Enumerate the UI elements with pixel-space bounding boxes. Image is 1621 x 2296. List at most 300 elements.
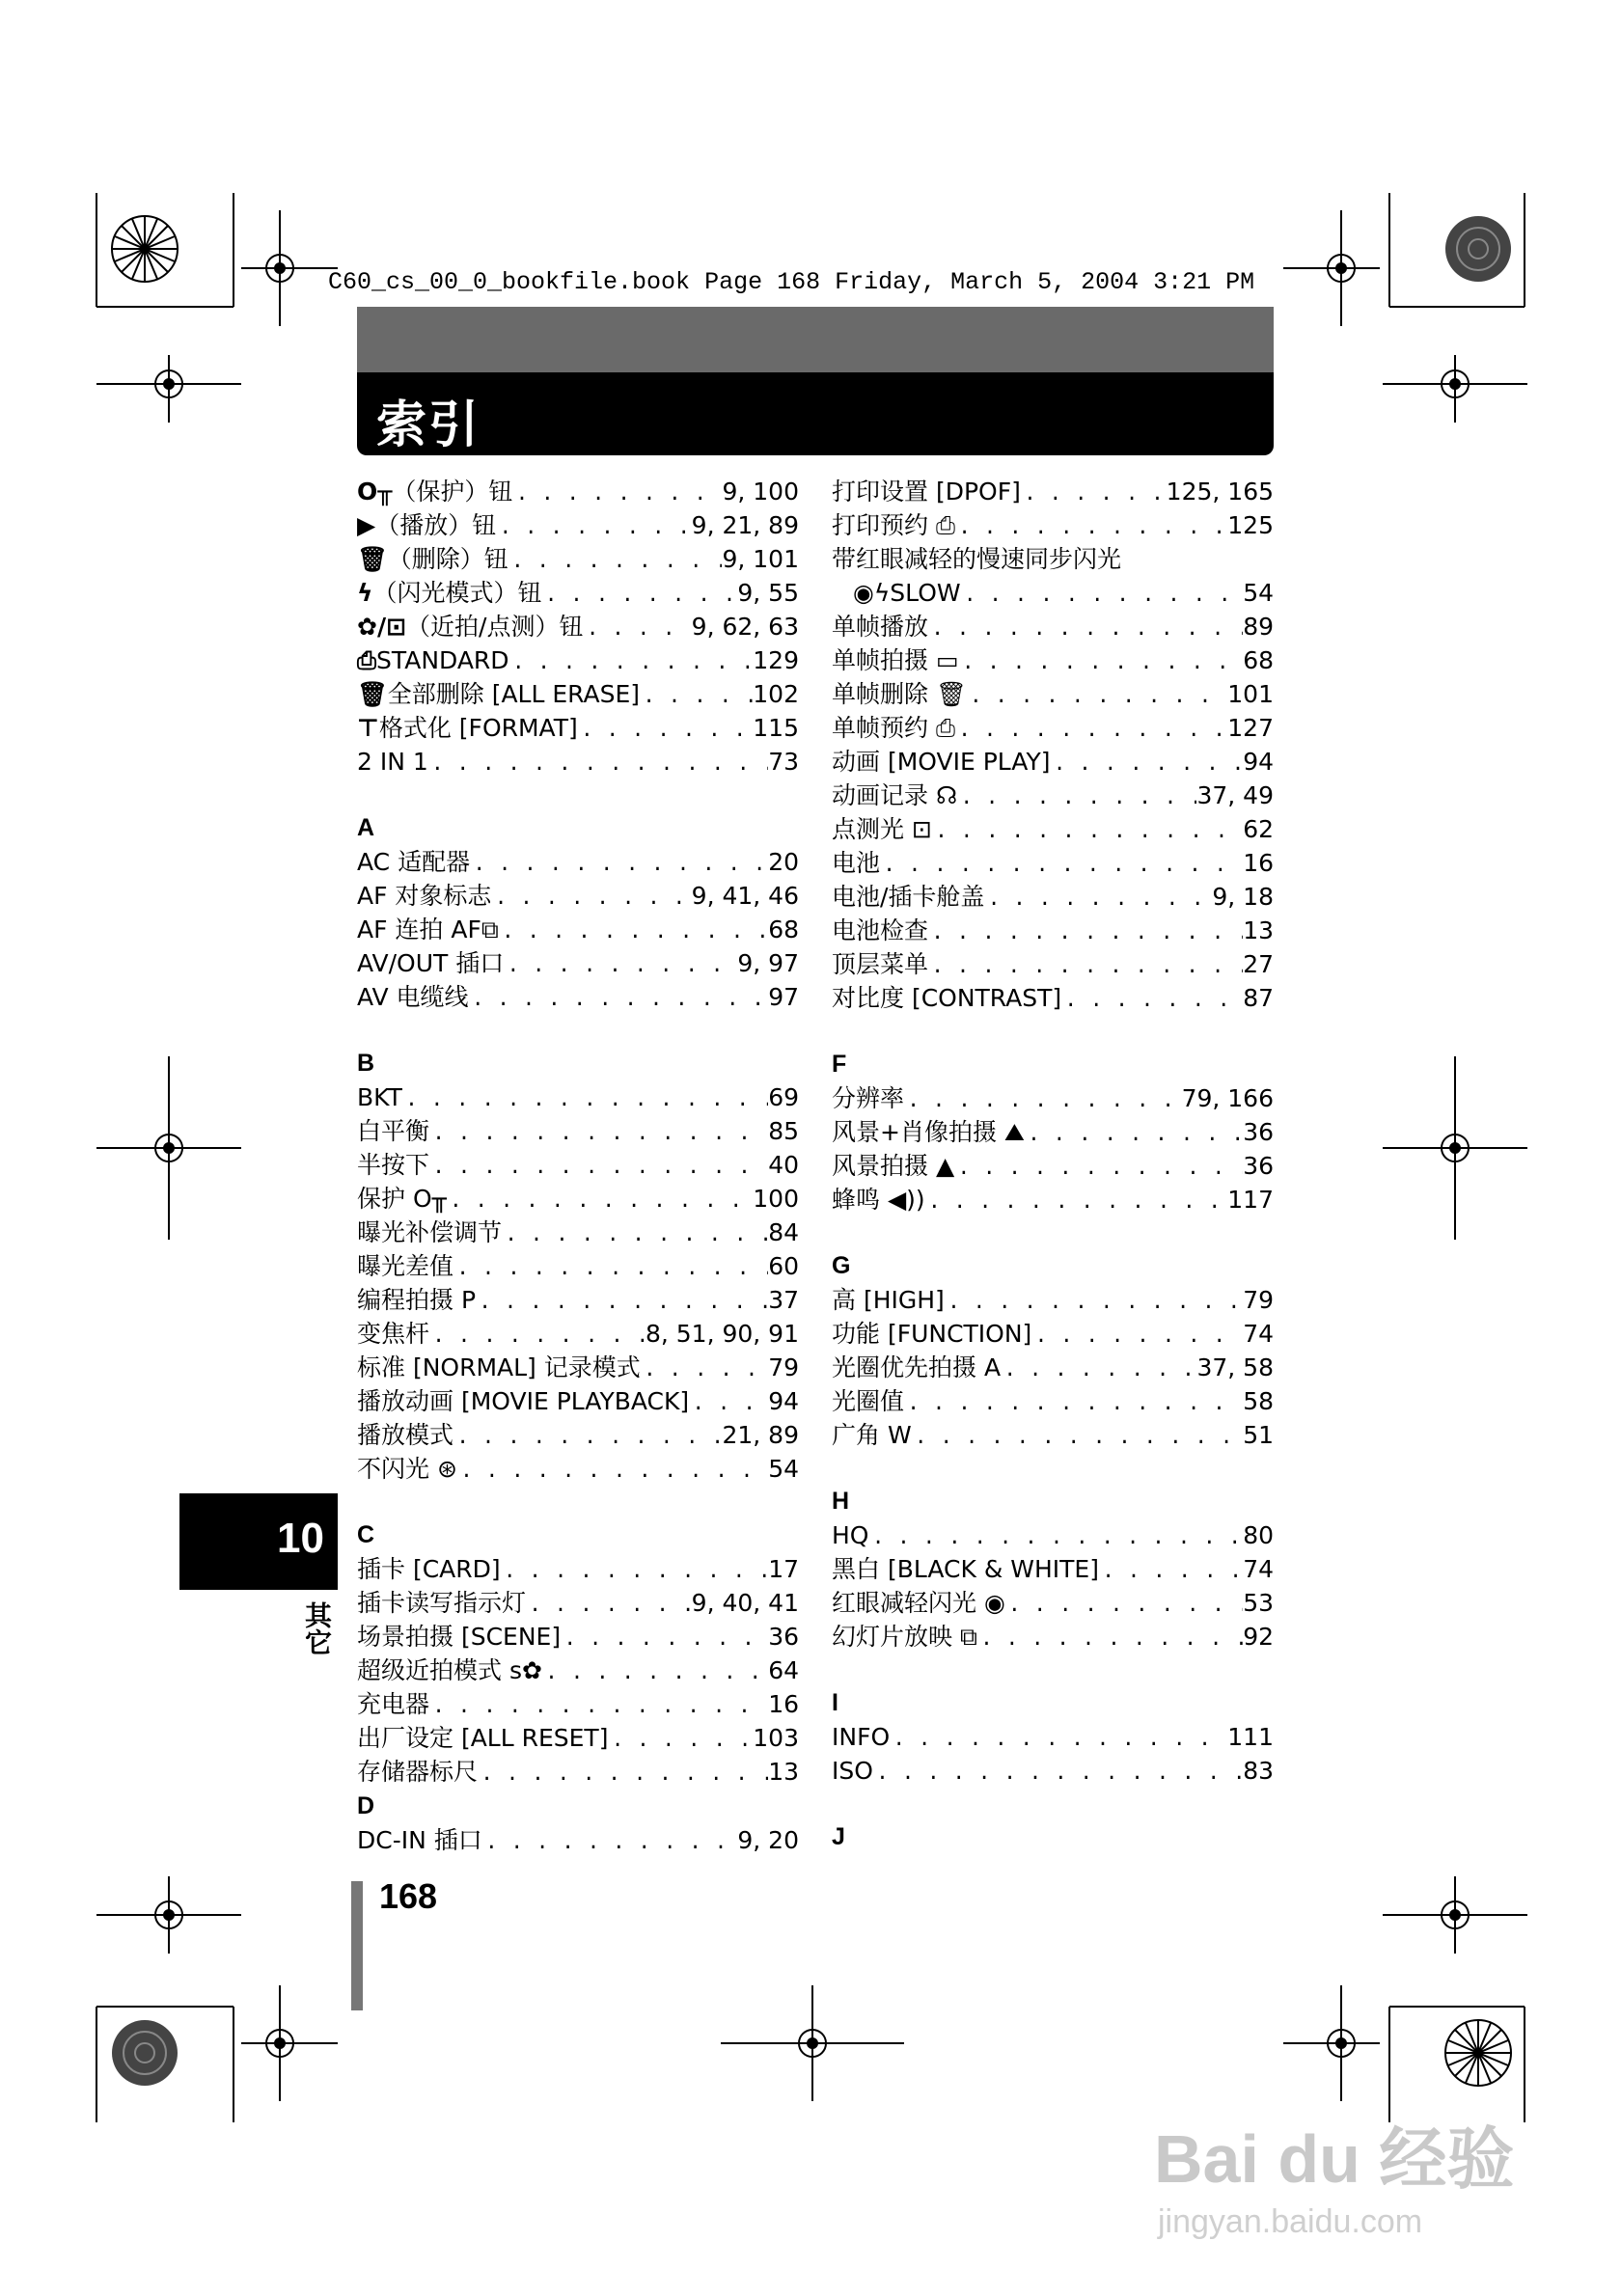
index-page-refs[interactable]: 54 bbox=[768, 1455, 799, 1483]
index-term bbox=[357, 1317, 429, 1351]
index-term bbox=[832, 812, 932, 846]
index-page-refs[interactable]: 115 bbox=[753, 714, 799, 742]
index-term-text: 动画 [MOVIE PLAY] bbox=[832, 748, 1051, 776]
index-term-text: 单帧拍摄 ▭ bbox=[832, 646, 959, 674]
index-term-text: 高 [HIGH] bbox=[832, 1286, 945, 1314]
index-entry[interactable] bbox=[357, 745, 799, 779]
index-entry[interactable] bbox=[832, 1283, 1274, 1317]
index-term bbox=[357, 1654, 542, 1687]
leader-dots bbox=[640, 680, 753, 714]
index-page-refs[interactable]: 37 bbox=[768, 1286, 799, 1314]
index-term bbox=[832, 1081, 904, 1115]
index-term bbox=[832, 1552, 1099, 1586]
leader-dots bbox=[912, 1421, 1244, 1455]
index-entry[interactable] bbox=[832, 1754, 1274, 1788]
section-letter: G bbox=[832, 1252, 851, 1279]
index-page-refs[interactable]: 40 bbox=[768, 1151, 799, 1179]
index-page-refs[interactable]: 127 bbox=[1227, 714, 1274, 742]
index-term-text: 不闪光 ⊛ bbox=[357, 1455, 457, 1483]
index-page-refs[interactable]: 64 bbox=[768, 1656, 799, 1684]
index-term-text: 单帧播放 bbox=[832, 613, 929, 641]
index-page-refs[interactable]: 37, 49 bbox=[1196, 781, 1274, 809]
index-page-refs[interactable]: 83 bbox=[1243, 1757, 1274, 1785]
index-term bbox=[357, 1620, 561, 1654]
leader-dots bbox=[1061, 984, 1243, 1018]
leader-dots bbox=[526, 1589, 692, 1623]
index-term-text: INFO bbox=[832, 1723, 891, 1751]
leader-dots bbox=[925, 1186, 1228, 1219]
leader-dots bbox=[959, 646, 1244, 680]
index-entry[interactable] bbox=[832, 1384, 1274, 1418]
index-entry[interactable] bbox=[832, 1317, 1274, 1351]
index-term bbox=[853, 576, 961, 610]
index-term-text: AV 电缆线 bbox=[357, 983, 469, 1011]
leader-dots bbox=[542, 1656, 768, 1690]
index-term bbox=[832, 1317, 1031, 1351]
index-term-text: 存储器标尺 bbox=[357, 1758, 479, 1786]
format-icon: ⊤ bbox=[357, 714, 379, 742]
section-letter: D bbox=[357, 1792, 375, 1819]
index-entry[interactable] bbox=[357, 1620, 799, 1654]
index-page-refs[interactable]: 37, 58 bbox=[1196, 1353, 1274, 1381]
index-entry[interactable] bbox=[357, 980, 799, 1014]
index-page-refs[interactable]: 17 bbox=[768, 1555, 799, 1583]
index-term-text: 白平衡 bbox=[357, 1117, 430, 1145]
play-icon: ▶ bbox=[357, 511, 376, 539]
index-term bbox=[832, 1149, 954, 1183]
index-term-text: 红眼减轻闪光 ◉ bbox=[832, 1589, 1005, 1617]
section-letter: F bbox=[832, 1051, 847, 1078]
index-page-refs[interactable]: 68 bbox=[1243, 646, 1274, 674]
index-term bbox=[832, 914, 928, 947]
index-entry[interactable] bbox=[832, 576, 1274, 610]
leader-dots bbox=[961, 579, 1244, 613]
index-term-text: AV/OUT 插口 bbox=[357, 949, 505, 977]
index-entry[interactable] bbox=[357, 1351, 799, 1384]
index-page-refs[interactable]: 54 bbox=[1243, 579, 1274, 607]
index-entry[interactable] bbox=[832, 812, 1274, 846]
index-page-refs[interactable]: 129 bbox=[753, 646, 799, 674]
index-entry[interactable] bbox=[357, 1249, 799, 1283]
index-term bbox=[832, 846, 880, 880]
index-term bbox=[832, 1384, 904, 1418]
index-term bbox=[357, 946, 504, 980]
page-title: 索引 bbox=[376, 396, 481, 454]
index-term bbox=[832, 779, 957, 812]
index-term bbox=[832, 1620, 977, 1654]
index-entry[interactable] bbox=[357, 1586, 799, 1620]
leader-dots bbox=[880, 849, 1243, 883]
index-entry[interactable] bbox=[357, 913, 799, 946]
leader-dots bbox=[428, 748, 768, 781]
index-column-left bbox=[357, 475, 799, 1857]
index-term bbox=[832, 880, 984, 914]
index-entry[interactable] bbox=[357, 1418, 799, 1452]
index-entry[interactable] bbox=[357, 1552, 799, 1586]
index-page-refs[interactable]: 9, 100 bbox=[722, 478, 799, 506]
index-entry[interactable] bbox=[357, 1317, 799, 1351]
section-letter: A bbox=[357, 814, 375, 841]
index-page-refs[interactable]: 80 bbox=[1243, 1521, 1274, 1549]
index-term-text: 半按下 bbox=[357, 1151, 430, 1179]
index-page-refs[interactable]: 36 bbox=[1243, 1152, 1274, 1180]
index-term bbox=[357, 1755, 478, 1789]
index-page-refs[interactable]: 9, 101 bbox=[722, 545, 799, 573]
index-term bbox=[357, 1283, 476, 1317]
index-page-refs[interactable]: 101 bbox=[1227, 680, 1274, 708]
index-entry[interactable] bbox=[832, 1586, 1274, 1620]
index-entry[interactable] bbox=[832, 542, 1274, 576]
chapter-tab[interactable] bbox=[179, 1493, 338, 1590]
index-page-refs[interactable]: 20 bbox=[768, 848, 799, 876]
index-page-refs[interactable]: 51 bbox=[1243, 1421, 1274, 1449]
leader-dots bbox=[429, 1117, 768, 1151]
trash-icon: 🗑 bbox=[357, 545, 388, 573]
index-term-text: 蜂鸣 ◀)) bbox=[832, 1186, 925, 1214]
index-term bbox=[357, 711, 578, 745]
index-term bbox=[357, 508, 496, 542]
index-term bbox=[357, 980, 469, 1014]
index-column-right bbox=[832, 475, 1274, 1854]
section-letter: I bbox=[832, 1689, 838, 1716]
leader-dots bbox=[1051, 748, 1244, 781]
index-page-refs[interactable]: 27 bbox=[1243, 950, 1274, 978]
index-entry[interactable] bbox=[357, 879, 799, 913]
index-page-refs[interactable]: 117 bbox=[1227, 1186, 1274, 1214]
watermark-brand: Bai du 经验 bbox=[1154, 2121, 1515, 2197]
index-page-refs[interactable]: 9, 20 bbox=[737, 1826, 799, 1854]
index-term bbox=[357, 475, 512, 508]
leader-dots bbox=[1099, 1555, 1243, 1589]
index-entry[interactable] bbox=[832, 1115, 1274, 1149]
index-term bbox=[832, 508, 955, 542]
index-page-refs[interactable]: 84 bbox=[768, 1218, 799, 1246]
index-entry[interactable] bbox=[357, 1654, 799, 1687]
index-term-text: 分辨率 bbox=[832, 1084, 905, 1112]
leader-dots bbox=[502, 1218, 768, 1252]
index-term-text: （闪光模式）钮 bbox=[372, 579, 542, 607]
index-entry[interactable] bbox=[832, 1418, 1274, 1452]
index-term bbox=[832, 1183, 925, 1216]
leader-dots bbox=[509, 646, 754, 680]
index-page-refs[interactable]: 87 bbox=[1243, 984, 1274, 1012]
index-entry[interactable] bbox=[357, 1114, 799, 1148]
macro-spot-icon: ✿/⊡ bbox=[357, 613, 407, 641]
index-entry[interactable] bbox=[357, 576, 799, 610]
index-term bbox=[357, 845, 470, 879]
index-term-text: 带红眼减轻的慢速同步闪光 bbox=[832, 545, 1122, 573]
index-page-refs[interactable]: 103 bbox=[753, 1724, 799, 1752]
watermark-url: jingyan.baidu.com bbox=[1158, 2203, 1423, 2240]
leader-dots bbox=[954, 1152, 1243, 1186]
chapter-number: 10 bbox=[277, 1515, 324, 1562]
index-page-refs[interactable]: 74 bbox=[1243, 1555, 1274, 1583]
index-term bbox=[357, 542, 508, 576]
leader-dots bbox=[561, 1623, 768, 1656]
leader-dots bbox=[977, 1623, 1243, 1656]
leader-dots bbox=[928, 613, 1243, 646]
leader-dots bbox=[957, 781, 1196, 815]
leader-dots bbox=[504, 949, 737, 983]
leader-dots bbox=[1031, 1320, 1243, 1353]
index-entry[interactable] bbox=[357, 946, 799, 980]
index-page-refs[interactable]: 9, 97 bbox=[737, 949, 799, 977]
index-entry[interactable] bbox=[832, 947, 1274, 981]
index-term-text: 打印预约 ⎙ bbox=[832, 511, 955, 539]
index-page-refs[interactable]: 9, 40, 41 bbox=[691, 1589, 799, 1617]
index-entry[interactable] bbox=[832, 1351, 1274, 1384]
index-entry[interactable] bbox=[357, 1080, 799, 1114]
index-page-refs[interactable]: 13 bbox=[1243, 916, 1274, 944]
index-entry[interactable] bbox=[832, 643, 1274, 677]
index-term-text: 黑白 [BLACK & WHITE] bbox=[832, 1555, 1099, 1583]
index-term-text: 幻灯片放映 ⧉ bbox=[832, 1623, 977, 1651]
index-term bbox=[832, 1754, 873, 1788]
index-page-refs[interactable]: 100 bbox=[753, 1185, 799, 1213]
index-entry[interactable] bbox=[357, 1384, 799, 1418]
leader-dots bbox=[482, 1826, 738, 1860]
print-header-line: C60_cs_00_0_bookfile.book Page 168 Friday, March 5, 2004 3:21 PM bbox=[328, 268, 1255, 296]
index-entry[interactable] bbox=[832, 610, 1274, 643]
index-term bbox=[357, 576, 542, 610]
index-term-text: STANDARD bbox=[376, 646, 509, 674]
index-term bbox=[832, 1283, 945, 1317]
index-page-refs[interactable]: 16 bbox=[1243, 849, 1274, 877]
index-entry[interactable] bbox=[357, 845, 799, 879]
leader-dots bbox=[402, 1083, 768, 1117]
leader-dots bbox=[904, 1084, 1182, 1118]
index-entry[interactable] bbox=[357, 1216, 799, 1249]
index-page-refs[interactable]: 68 bbox=[768, 916, 799, 943]
index-term-text: 电池/插卡舱盖 bbox=[832, 883, 985, 911]
index-page-refs[interactable]: 9, 62, 63 bbox=[691, 613, 799, 641]
index-entry[interactable] bbox=[832, 508, 1274, 542]
index-entry[interactable] bbox=[357, 508, 799, 542]
index-entry[interactable] bbox=[832, 1183, 1274, 1216]
index-entry[interactable] bbox=[357, 1148, 799, 1182]
index-term-text: 顶层菜单 bbox=[832, 950, 929, 978]
chapter-label: 其它 bbox=[301, 1601, 333, 1655]
index-entry[interactable] bbox=[357, 1687, 799, 1721]
index-entry[interactable] bbox=[357, 1755, 799, 1789]
leader-dots bbox=[967, 680, 1228, 714]
index-term-text: 电池检查 bbox=[832, 916, 929, 944]
index-term-text: （保护）钮 bbox=[392, 478, 513, 506]
leader-dots bbox=[542, 579, 738, 613]
index-entry[interactable] bbox=[832, 1081, 1274, 1115]
index-page-refs[interactable]: 13 bbox=[768, 1758, 799, 1786]
index-page-refs[interactable]: 94 bbox=[1243, 748, 1274, 776]
title-bar bbox=[357, 372, 1274, 455]
index-page-refs[interactable]: 125 bbox=[1227, 511, 1274, 539]
index-term-text: 曝光差值 bbox=[357, 1252, 454, 1280]
index-page-refs[interactable]: 21, 89 bbox=[722, 1421, 799, 1449]
leader-dots bbox=[470, 848, 768, 882]
index-entry[interactable] bbox=[357, 1721, 799, 1755]
index-term-text: 插卡 [CARD] bbox=[357, 1555, 501, 1583]
index-page-refs[interactable]: 62 bbox=[1243, 815, 1274, 843]
index-term bbox=[357, 745, 428, 779]
index-term bbox=[357, 1418, 453, 1452]
index-term bbox=[357, 1249, 453, 1283]
index-entry[interactable] bbox=[832, 711, 1274, 745]
index-term bbox=[357, 1384, 689, 1418]
leader-dots bbox=[928, 916, 1243, 950]
index-entry[interactable] bbox=[357, 1452, 799, 1486]
index-entry[interactable] bbox=[357, 475, 799, 508]
index-term bbox=[357, 1182, 447, 1216]
index-term-text: 打印设置 [DPOF] bbox=[832, 478, 1021, 506]
index-term-text: 插卡读写指示灯 bbox=[357, 1589, 527, 1617]
index-term-text: 播放模式 bbox=[357, 1421, 454, 1449]
index-entry[interactable] bbox=[832, 880, 1274, 914]
index-entry[interactable] bbox=[357, 542, 799, 576]
index-entry[interactable] bbox=[832, 779, 1274, 812]
leader-dots bbox=[476, 1286, 768, 1320]
index-term bbox=[832, 1418, 912, 1452]
index-term-text: AF 连拍 AF⧉ bbox=[357, 916, 499, 943]
index-entry[interactable] bbox=[357, 1823, 799, 1857]
index-page-refs[interactable]: 85 bbox=[768, 1117, 799, 1145]
index-page-refs[interactable]: 9, 55 bbox=[737, 579, 799, 607]
index-term bbox=[357, 677, 640, 711]
index-term bbox=[832, 542, 1121, 576]
index-page-refs[interactable]: 8, 51, 90, 91 bbox=[645, 1320, 799, 1348]
index-page-refs[interactable]: 73 bbox=[768, 748, 799, 776]
index-page-refs[interactable]: 58 bbox=[1243, 1387, 1274, 1415]
index-term-text: 保护 O╥ bbox=[357, 1185, 447, 1213]
leader-dots bbox=[457, 1455, 768, 1489]
index-page-refs[interactable]: 9, 41, 46 bbox=[691, 882, 799, 910]
index-term-text: 对比度 [CONTRAST] bbox=[832, 984, 1062, 1012]
index-page-refs[interactable]: 102 bbox=[753, 680, 799, 708]
index-page-refs[interactable]: 94 bbox=[768, 1387, 799, 1415]
index-term bbox=[832, 643, 959, 677]
index-term bbox=[357, 1721, 608, 1755]
index-entry[interactable] bbox=[832, 1149, 1274, 1183]
index-term bbox=[832, 1586, 1005, 1620]
leader-dots bbox=[512, 478, 722, 511]
index-page-refs[interactable]: 92 bbox=[1243, 1623, 1274, 1651]
index-entry[interactable] bbox=[832, 1620, 1274, 1654]
index-term-text: 格式化 [FORMAT] bbox=[378, 714, 578, 742]
index-term-text: 动画记录 ☊ bbox=[832, 781, 958, 809]
index-term-text: （删除）钮 bbox=[387, 545, 508, 573]
index-term bbox=[832, 677, 967, 711]
index-term-text: 风景+肖像拍摄 ⛰ bbox=[832, 1118, 1025, 1146]
index-page-refs[interactable]: 79 bbox=[1243, 1286, 1274, 1314]
leader-dots bbox=[955, 714, 1227, 748]
index-term bbox=[832, 1115, 1025, 1149]
index-entry[interactable] bbox=[832, 846, 1274, 880]
index-page-refs[interactable]: 79 bbox=[768, 1353, 799, 1381]
index-page-refs[interactable]: 125, 165 bbox=[1166, 478, 1274, 506]
index-term bbox=[832, 745, 1051, 779]
index-page-refs[interactable]: 60 bbox=[768, 1252, 799, 1280]
index-page-refs[interactable]: 79, 166 bbox=[1181, 1084, 1274, 1112]
index-page-refs[interactable]: 36 bbox=[768, 1623, 799, 1651]
index-term-text: 场景拍摄 [SCENE] bbox=[357, 1623, 562, 1651]
index-entry[interactable] bbox=[357, 677, 799, 711]
leader-dots bbox=[496, 511, 691, 545]
index-entry[interactable] bbox=[832, 1552, 1274, 1586]
leader-dots bbox=[890, 1723, 1227, 1757]
index-term-text: （播放）钮 bbox=[375, 511, 497, 539]
index-entry[interactable] bbox=[832, 1720, 1274, 1754]
index-term-text: 电池 bbox=[832, 849, 881, 877]
index-term bbox=[357, 1114, 429, 1148]
leader-dots bbox=[453, 1421, 722, 1455]
index-term-text: 广角 W bbox=[832, 1421, 912, 1449]
index-page-refs[interactable]: 69 bbox=[768, 1083, 799, 1111]
index-term bbox=[832, 1720, 890, 1754]
index-term-text: 功能 [FUNCTION] bbox=[832, 1320, 1032, 1348]
index-term bbox=[357, 643, 509, 677]
section-letter: J bbox=[832, 1823, 845, 1850]
all-erase-icon: 🗑 bbox=[357, 680, 388, 708]
leader-dots bbox=[501, 1555, 769, 1589]
index-page-refs[interactable]: 53 bbox=[1243, 1589, 1274, 1617]
index-entry[interactable] bbox=[357, 643, 799, 677]
index-term-text: BKT bbox=[357, 1083, 402, 1111]
index-entry[interactable] bbox=[357, 1182, 799, 1216]
index-page-refs[interactable]: 74 bbox=[1243, 1320, 1274, 1348]
index-entry[interactable] bbox=[832, 981, 1274, 1015]
index-entry[interactable] bbox=[832, 677, 1274, 711]
index-page-refs[interactable]: 111 bbox=[1227, 1723, 1274, 1751]
index-term bbox=[357, 610, 583, 643]
leader-dots bbox=[641, 1353, 768, 1387]
leader-dots bbox=[984, 883, 1212, 916]
title-band bbox=[357, 307, 1274, 372]
leader-dots bbox=[429, 1320, 646, 1353]
index-entry[interactable] bbox=[357, 610, 799, 643]
index-term bbox=[357, 1216, 502, 1249]
index-page-refs[interactable]: 9, 21, 89 bbox=[691, 511, 799, 539]
leader-dots bbox=[1005, 1589, 1243, 1623]
index-entry[interactable] bbox=[832, 475, 1274, 508]
flash-icon: ϟ bbox=[357, 579, 373, 607]
index-term bbox=[832, 711, 955, 745]
leader-dots bbox=[689, 1387, 768, 1421]
index-page-refs[interactable]: 89 bbox=[1243, 613, 1274, 641]
index-page-refs[interactable]: 97 bbox=[768, 983, 799, 1011]
index-term bbox=[357, 1823, 482, 1857]
print-icon: ⎙ bbox=[357, 646, 377, 674]
index-entry[interactable] bbox=[832, 914, 1274, 947]
page-number-bar bbox=[351, 1881, 363, 2010]
index-term-text: 风景拍摄 ▲ bbox=[832, 1152, 955, 1180]
index-term-text: 光圈值 bbox=[832, 1387, 905, 1415]
index-term-text: 光圈优先拍摄 A bbox=[832, 1353, 1002, 1381]
index-page-refs[interactable]: 36 bbox=[1243, 1118, 1274, 1146]
index-entry[interactable] bbox=[357, 1283, 799, 1317]
index-entry[interactable] bbox=[832, 745, 1274, 779]
index-term-text: 点测光 ⊡ bbox=[832, 815, 932, 843]
index-page-refs[interactable]: 16 bbox=[768, 1690, 799, 1718]
leader-dots bbox=[1001, 1353, 1196, 1387]
index-term bbox=[357, 913, 499, 946]
index-page-refs[interactable]: 9, 18 bbox=[1212, 883, 1274, 911]
leader-dots bbox=[928, 950, 1243, 984]
section-letter: B bbox=[357, 1050, 375, 1077]
index-term bbox=[832, 610, 928, 643]
index-entry[interactable] bbox=[357, 711, 799, 745]
index-term bbox=[357, 1351, 641, 1384]
index-term bbox=[832, 475, 1021, 508]
index-entry[interactable] bbox=[832, 1518, 1274, 1552]
key-icon: O╥ bbox=[357, 478, 393, 506]
